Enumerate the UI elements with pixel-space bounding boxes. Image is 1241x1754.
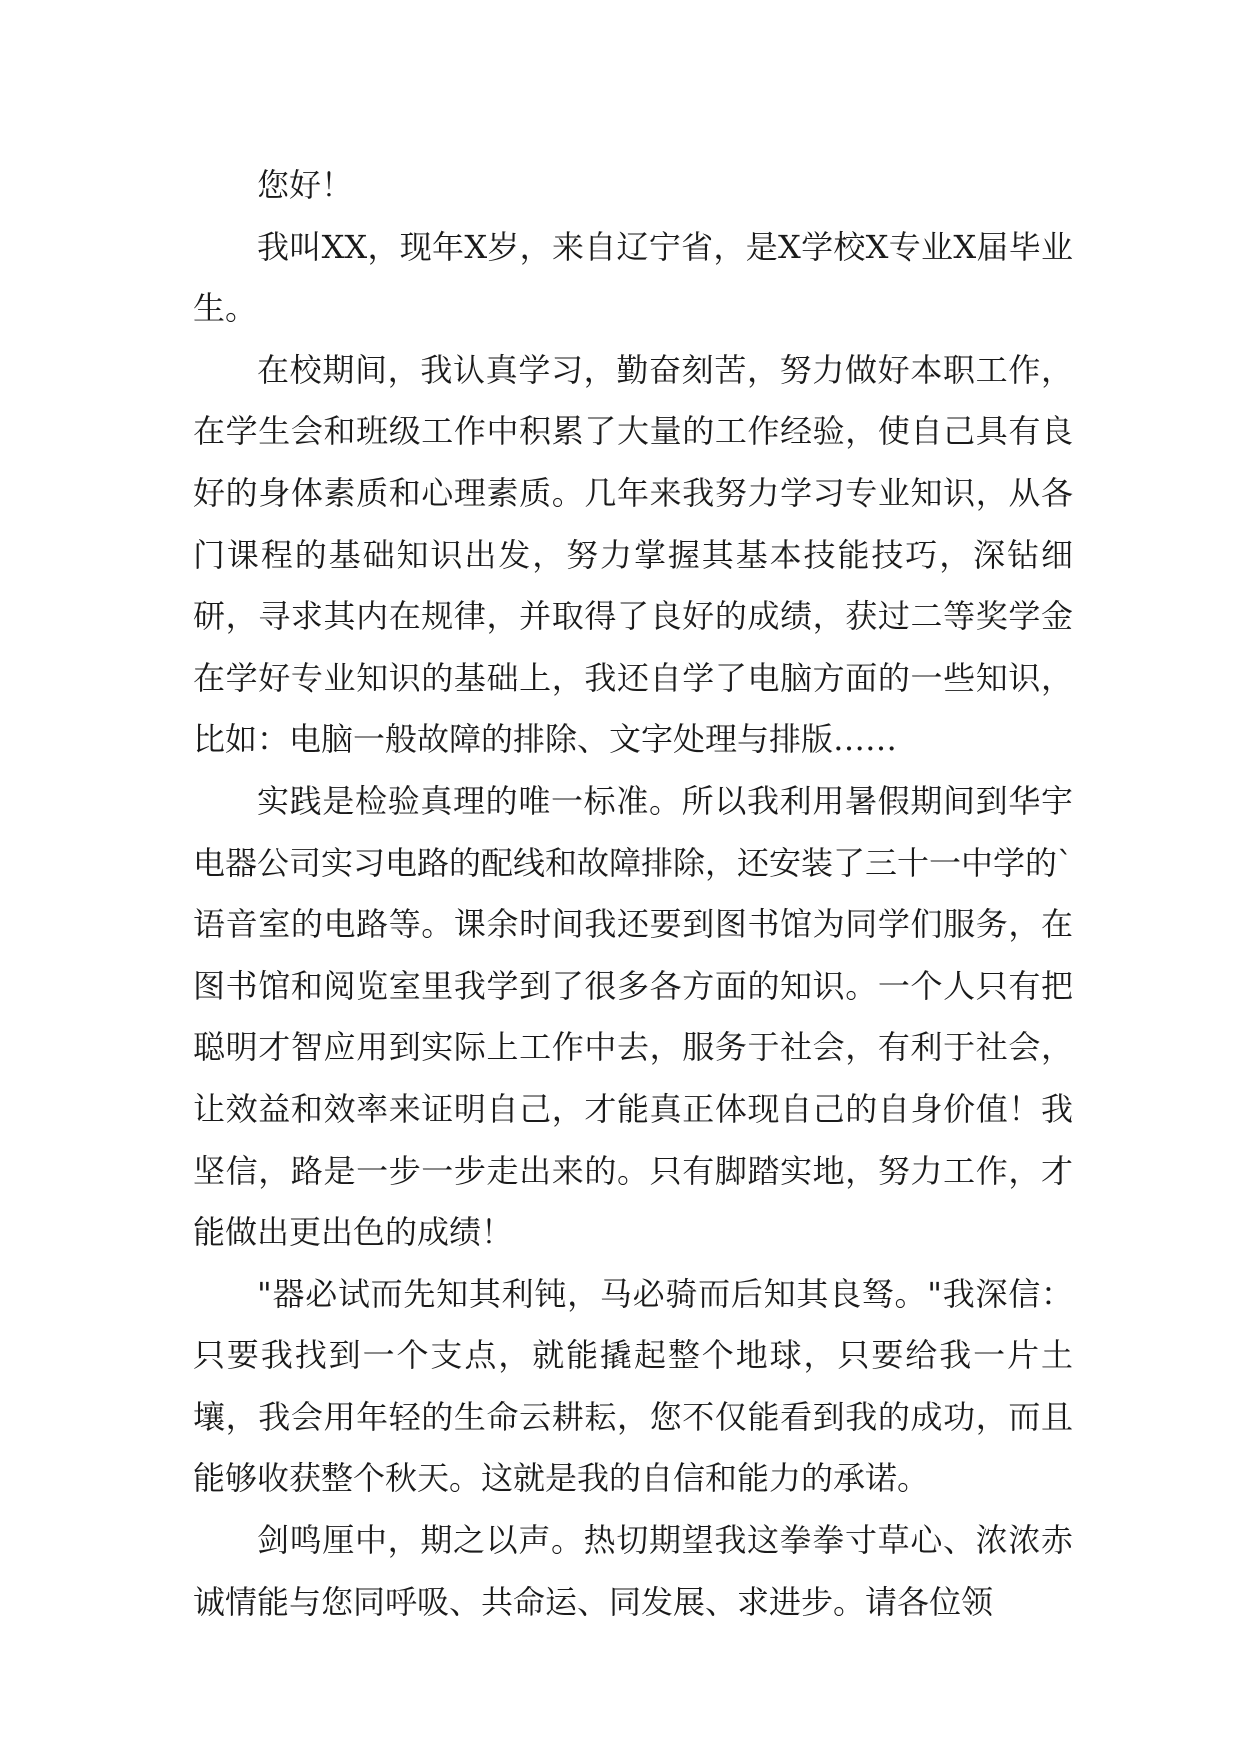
practice-paragraph: 实践是检验真理的唯一标准。所以我利用暑假期间到华宇电器公司实习电路的配线和故障排除，还安装了三十一中学的`语音室的电路等。课余时间我还要到图书馆为同学们服务，在图书馆和阅览室里我学到了很多各方面的知识。一个人只有把聪明才智应用到实际上工作中去，服务于社会，有利于社会，让效益和效率来证明自己，才能真正体现自己的自身价值！我坚信，路是一步一步走出来的。只有脚踏实地，努力工作，才能做出更出色的成绩！ — [193, 781, 1074, 1252]
letter-body — [193, 155, 1073, 1633]
closing-paragraph: 剑鸣厘中，期之以声。热切期望我这拳拳寸草心、浓浓赤诚情能与您同呼吸、共命运、同发展、求进步。请各位领 — [193, 1521, 1073, 1621]
school-paragraph: 在校期间，我认真学习，勤奋刻苦，努力做好本职工作，在学生会和班级工作中积累了大量的工作经验，使自己具有良好的身体素质和心理素质。几年来我努力学习专业知识，从各门课程的基础知识出发，努力掌握其基本技能技巧，深钻细研，寻求其内在规律，并取得了良好的成绩，获过二等奖学金在学好专业知识的基础上，我还自学了电脑方面的一些知识，比如：电脑一般故障的排除、文字处理与排版…… — [193, 350, 1073, 759]
greeting-paragraph: 您好！ — [257, 166, 354, 204]
intro-paragraph: 我叫XX，现年X岁，来自辽宁省，是X学校X专业X届毕业生。 — [193, 227, 1073, 328]
belief-paragraph: "器必试而先知其利钝，马必骑而后知其良驽。"我深信：只要我找到一个支点，就能撬起整个地球，只要给我一片土壤，我会用年轻的生命云耕耘，您不仅能看到我的成功，而且能够收获整个秋天。这就是我的自信和能力的承诺。 — [193, 1274, 1073, 1498]
